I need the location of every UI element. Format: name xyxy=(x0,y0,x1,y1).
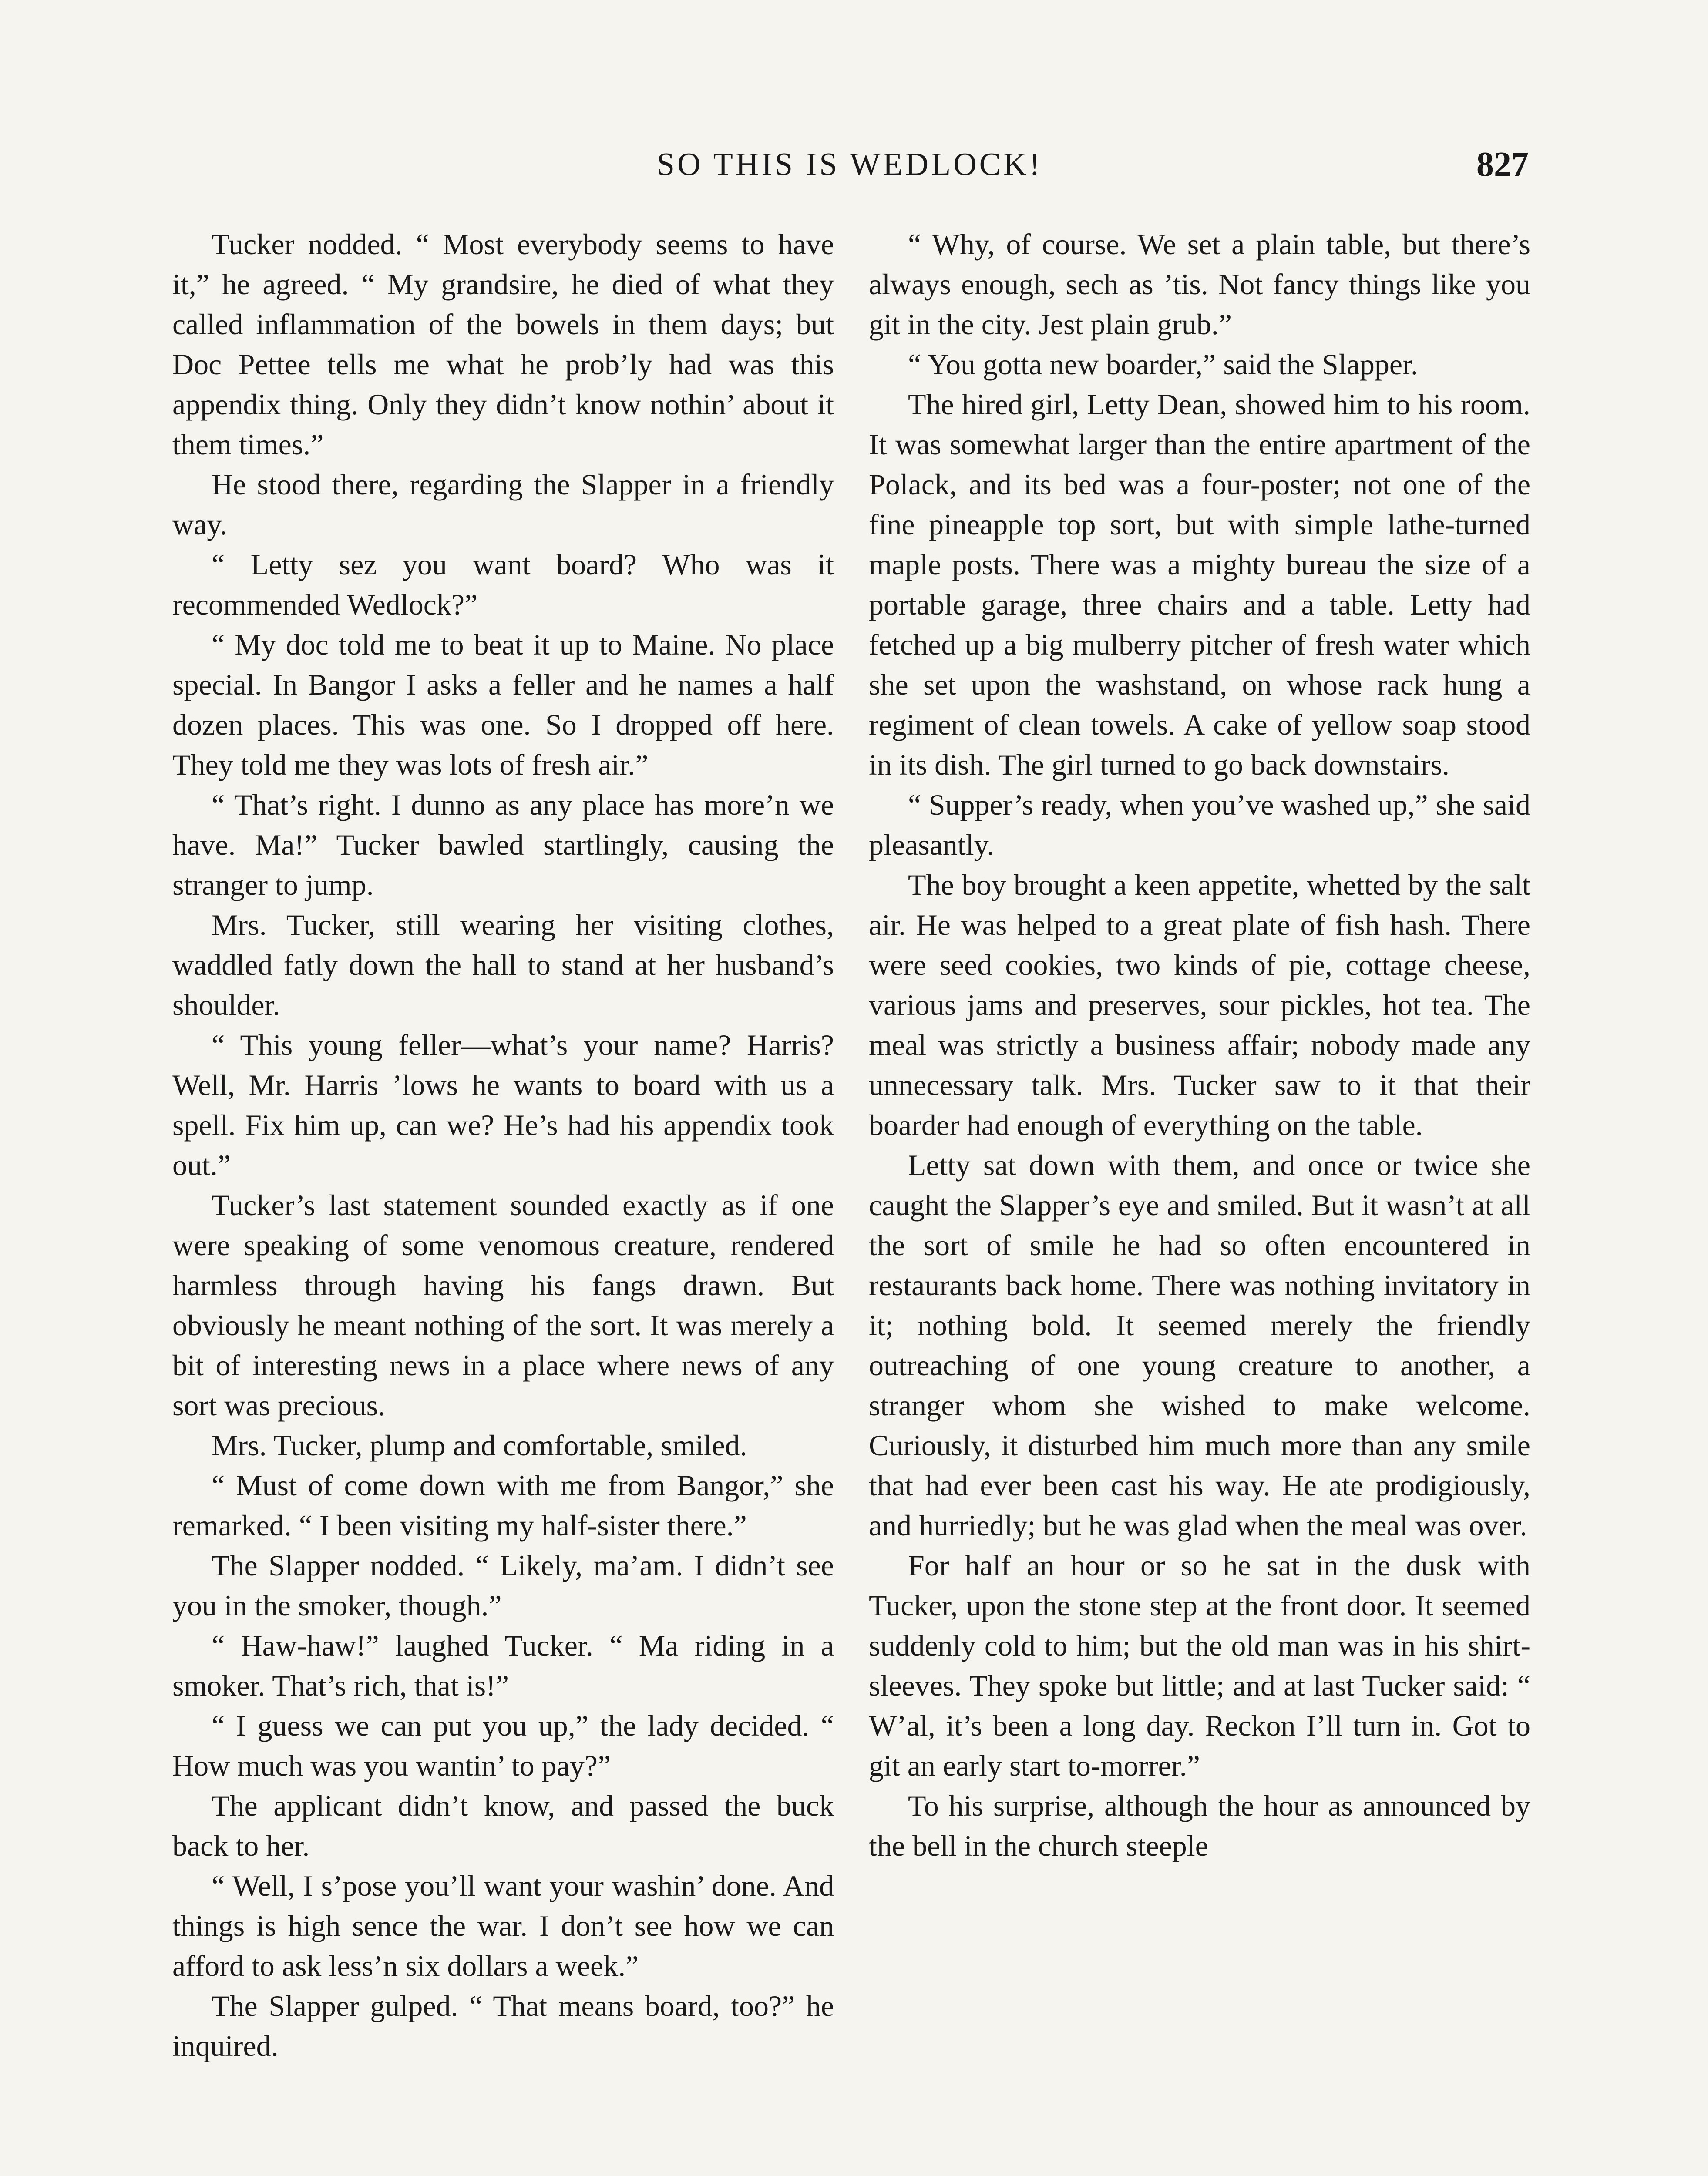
paragraph: “ Haw-haw!” laughed Tucker. “ Ma riding in a smoker. That’s rich, that is!” xyxy=(172,1629,834,1702)
paragraph: The Slapper nodded. “ Likely, ma’am. I didn’t see you in the smoker, though.” xyxy=(172,1549,834,1622)
paragraph: Mrs. Tucker, still wearing her visiting clothes, waddled fatly down the hall to stand at her husband’s shoulder. xyxy=(172,908,834,1021)
paragraph: “ Why, of course. We set a plain table, but there’s always enough, sech as ’tis. Not fancy things like you git in the city. Jest plain grub.” xyxy=(869,228,1530,341)
paragraph: “ My doc told me to beat it up to Maine. No place special. In Bangor I asks a feller and he names a half dozen places. This was one. So I dropped off here. They told me they was lots of fresh air.” xyxy=(172,628,834,781)
paragraph: The boy brought a keen appetite, whetted by the salt air. He was helped to a great plate of fish hash. There were seed cookies, two kinds of pie, cottage cheese, various jams and preserves, sour pickles, hot tea. The meal was strictly a business affair; nobody made any unnecessary talk. Mrs. Tucker saw to it that their boarder had enough of everything on the table. xyxy=(869,868,1530,1142)
page-number: 827 xyxy=(1476,145,1529,184)
running-title: SO THIS IS WEDLOCK! xyxy=(656,147,1043,182)
paragraph: The hired girl, Letty Dean, showed him to his room. It was somewhat larger than the entire apartment of the Polack, and its bed was a four-poster; not one of the fine pineapple top sort, but with simple lathe-turned maple posts. There was a mighty bureau the size of a portable garage, three chairs and a table. Letty had fetched up a big mulberry pitcher of fresh water which she set upon the washstand, on whose rack hung a regiment of clean towels. A cake of yellow soap stood in its dish. The girl turned to go back downstairs. xyxy=(869,388,1530,781)
paragraph: “ Letty sez you want board? Who was it recommended Wedlock?” xyxy=(172,548,834,621)
paragraph: “ Must of come down with me from Bangor,” she remarked. “ I been visiting my half-sister there.” xyxy=(172,1469,834,1542)
paragraph: The applicant didn’t know, and passed the buck back to her. xyxy=(172,1789,834,1862)
running-head xyxy=(171,138,1529,191)
right-column xyxy=(869,224,1530,1866)
paragraph: “ That’s right. I dunno as any place has more’n we have. Ma!” Tucker bawled startlingly, causing the stranger to jump. xyxy=(172,788,834,901)
paragraph: “ Well, I s’pose you’ll want your washin’ done. And things is high sence the war. I don’t see how we can afford to ask less’n six dollars a week.” xyxy=(172,1869,834,1982)
paragraph: “ This young feller—what’s your name? Harris? Well, Mr. Harris ’lows he wants to board with us a spell. Fix him up, can we? He’s had his appendix took out.” xyxy=(172,1028,834,1182)
paragraph: Tucker’s last statement sounded exactly as if one were speaking of some venomous creature, rendered harmless through having his fangs drawn. But obviously he meant nothing of the sort. It was merely a bit of interesting news in a place where news of any sort was precious. xyxy=(172,1189,834,1422)
paragraph: “ Supper’s ready, when you’ve washed up,” she said pleasantly. xyxy=(869,788,1530,861)
left-column xyxy=(172,224,834,2066)
paragraph: The Slapper gulped. “ That means board, too?” he inquired. xyxy=(172,1989,834,2062)
paragraph: Tucker nodded. “ Most everybody seems to have it,” he agreed. “ My grandsire, he died of what they called inflammation of the bowels in them days; but Doc Pettee tells me what he prob’ly had was this appendix thing. Only they didn’t know nothin’ about it them times.” xyxy=(172,228,834,461)
paragraph: To his surprise, although the hour as announced by the bell in the church steeple xyxy=(869,1789,1530,1862)
paragraph: “ I guess we can put you up,” the lady decided. “ How much was you wantin’ to pay?” xyxy=(172,1709,834,1782)
paragraph: For half an hour or so he sat in the dusk with Tucker, upon the stone step at the front door. It seemed suddenly cold to him; but the old man was in his shirt-sleeves. They spoke but little; and at last Tucker said: “ W’al, it’s been a long day. Reckon I’ll turn in. Got to git an early start to-morrer.” xyxy=(869,1549,1530,1782)
paragraph: He stood there, regarding the Slapper in a friendly way. xyxy=(172,468,834,541)
paragraph: “ You gotta new boarder,” said the Slapper. xyxy=(908,348,1418,381)
paragraph: Letty sat down with them, and once or twice she caught the Slapper’s eye and smiled. But it wasn’t at all the sort of smile he had so often encountered in restaurants back home. There was nothing invitatory in it; nothing bold. It seemed merely the friendly outreaching of one young creature to another, a stranger whom she wished to make welcome. Curiously, it disturbed him much more than any smile that had ever been cast his way. He ate prodigiously, and hurriedly; but he was glad when the meal was over. xyxy=(869,1148,1530,1542)
paragraph: Mrs. Tucker, plump and comfortable, smiled. xyxy=(212,1429,747,1462)
